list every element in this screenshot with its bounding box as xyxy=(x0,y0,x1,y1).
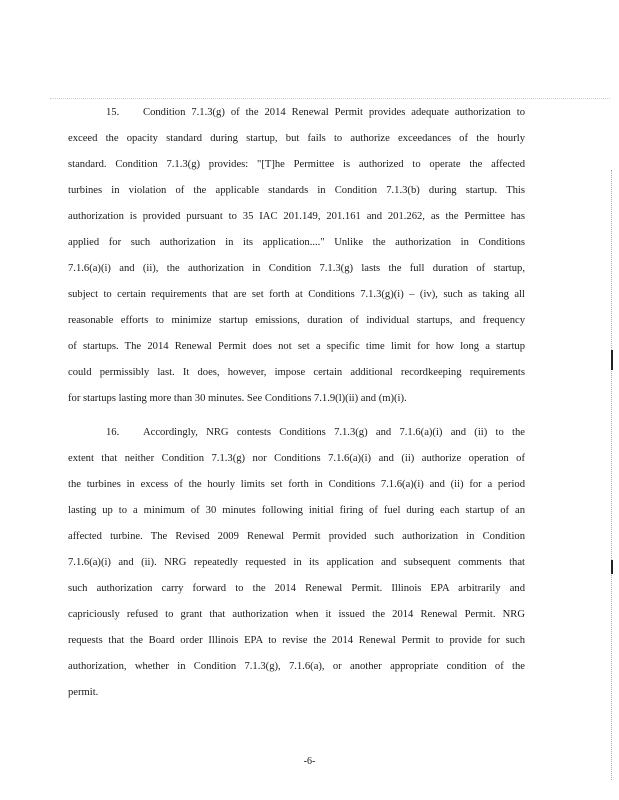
paragraph-number: 15. xyxy=(106,107,120,118)
paragraph-line: capriciously refused to grant that authorization when it issued the 2014 Renewal Permit. NRG xyxy=(68,609,525,620)
paragraph-line: affected turbine. The Revised 2009 Renewal Permit provided such authorization in Condition xyxy=(68,531,525,542)
scan-artifact-mark xyxy=(611,350,613,370)
paragraph-line: could permissibly last. It does, however, impose certain additional recordkeeping requirements xyxy=(68,367,525,378)
paragraph-line: 7.1.6(a)(i) and (ii), the authorization in Condition 7.1.3(g) lasts the full duration of startup, xyxy=(68,263,525,274)
paragraph-line: such authorization carry forward to the 2014 Renewal Permit. Illinois EPA arbitrarily and xyxy=(68,583,525,594)
paragraph-number: 16. xyxy=(106,427,120,438)
scan-artifact-mark xyxy=(611,560,613,574)
line-text: Condition 7.1.3(g) of the 2014 Renewal Permit provides adequate authorization to xyxy=(143,107,525,118)
paragraph-line: extent that neither Condition 7.1.3(g) nor Conditions 7.1.6(a)(i) and (ii) authorize operation of xyxy=(68,453,525,464)
paragraph-line: reasonable efforts to minimize startup emissions, duration of individual startups, and frequency xyxy=(68,315,525,326)
line-text: Accordingly, NRG contests Conditions 7.1.3(g) and 7.1.6(a)(i) and (ii) to the xyxy=(143,427,525,438)
paragraph-line: standard. Condition 7.1.3(g) provides: "[T]he Permittee is authorized to operate the affected xyxy=(68,159,525,170)
paragraph-line: of startups. The 2014 Renewal Permit does not set a specific time limit for how long a startup xyxy=(68,341,525,352)
paragraph-line: the turbines in excess of the hourly limits set forth in Conditions 7.1.6(a)(i) and (ii) for a period xyxy=(68,479,525,490)
paragraph-line: authorization, whether in Condition 7.1.3(g), 7.1.6(a), or another appropriate condition of the xyxy=(68,661,525,672)
paragraph-line xyxy=(68,100,525,126)
paragraph-line: lasting up to a minimum of 30 minutes following initial firing of fuel during each startup of an xyxy=(68,505,525,516)
paragraph-line: subject to certain requirements that are set forth at Conditions 7.1.3(g)(i) – (iv), such as taking all xyxy=(68,289,525,300)
paragraph-line: turbines in violation of the applicable standards in Condition 7.1.3(b) during startup. This xyxy=(68,185,525,196)
paragraph-line: 7.1.6(a)(i) and (ii). NRG repeatedly requested in its application and subsequent comments that xyxy=(68,557,525,568)
paragraph-15 xyxy=(68,100,525,412)
paragraph-line: exceed the opacity standard during startup, but fails to authorize exceedances of the hourly xyxy=(68,133,525,144)
paragraph-line: applied for such authorization in its application...." Unlike the authorization in Conditions xyxy=(68,237,525,248)
paragraph-line xyxy=(68,420,525,446)
paragraph-line: permit. xyxy=(68,687,99,698)
paragraph-line: authorization is provided pursuant to 35 IAC 201.149, 201.161 and 201.262, as the Permittee has xyxy=(68,211,525,222)
paragraph-16 xyxy=(68,420,525,706)
page-number: -6- xyxy=(303,756,316,767)
paragraph-line: for startups lasting more than 30 minutes. See Conditions 7.1.9(l)(ii) and (m)(i). xyxy=(68,393,407,404)
scan-artifact-edge xyxy=(611,170,613,780)
paragraph-line: requests that the Board order Illinois EPA to revise the 2014 Renewal Permit to provide for such xyxy=(68,635,525,646)
